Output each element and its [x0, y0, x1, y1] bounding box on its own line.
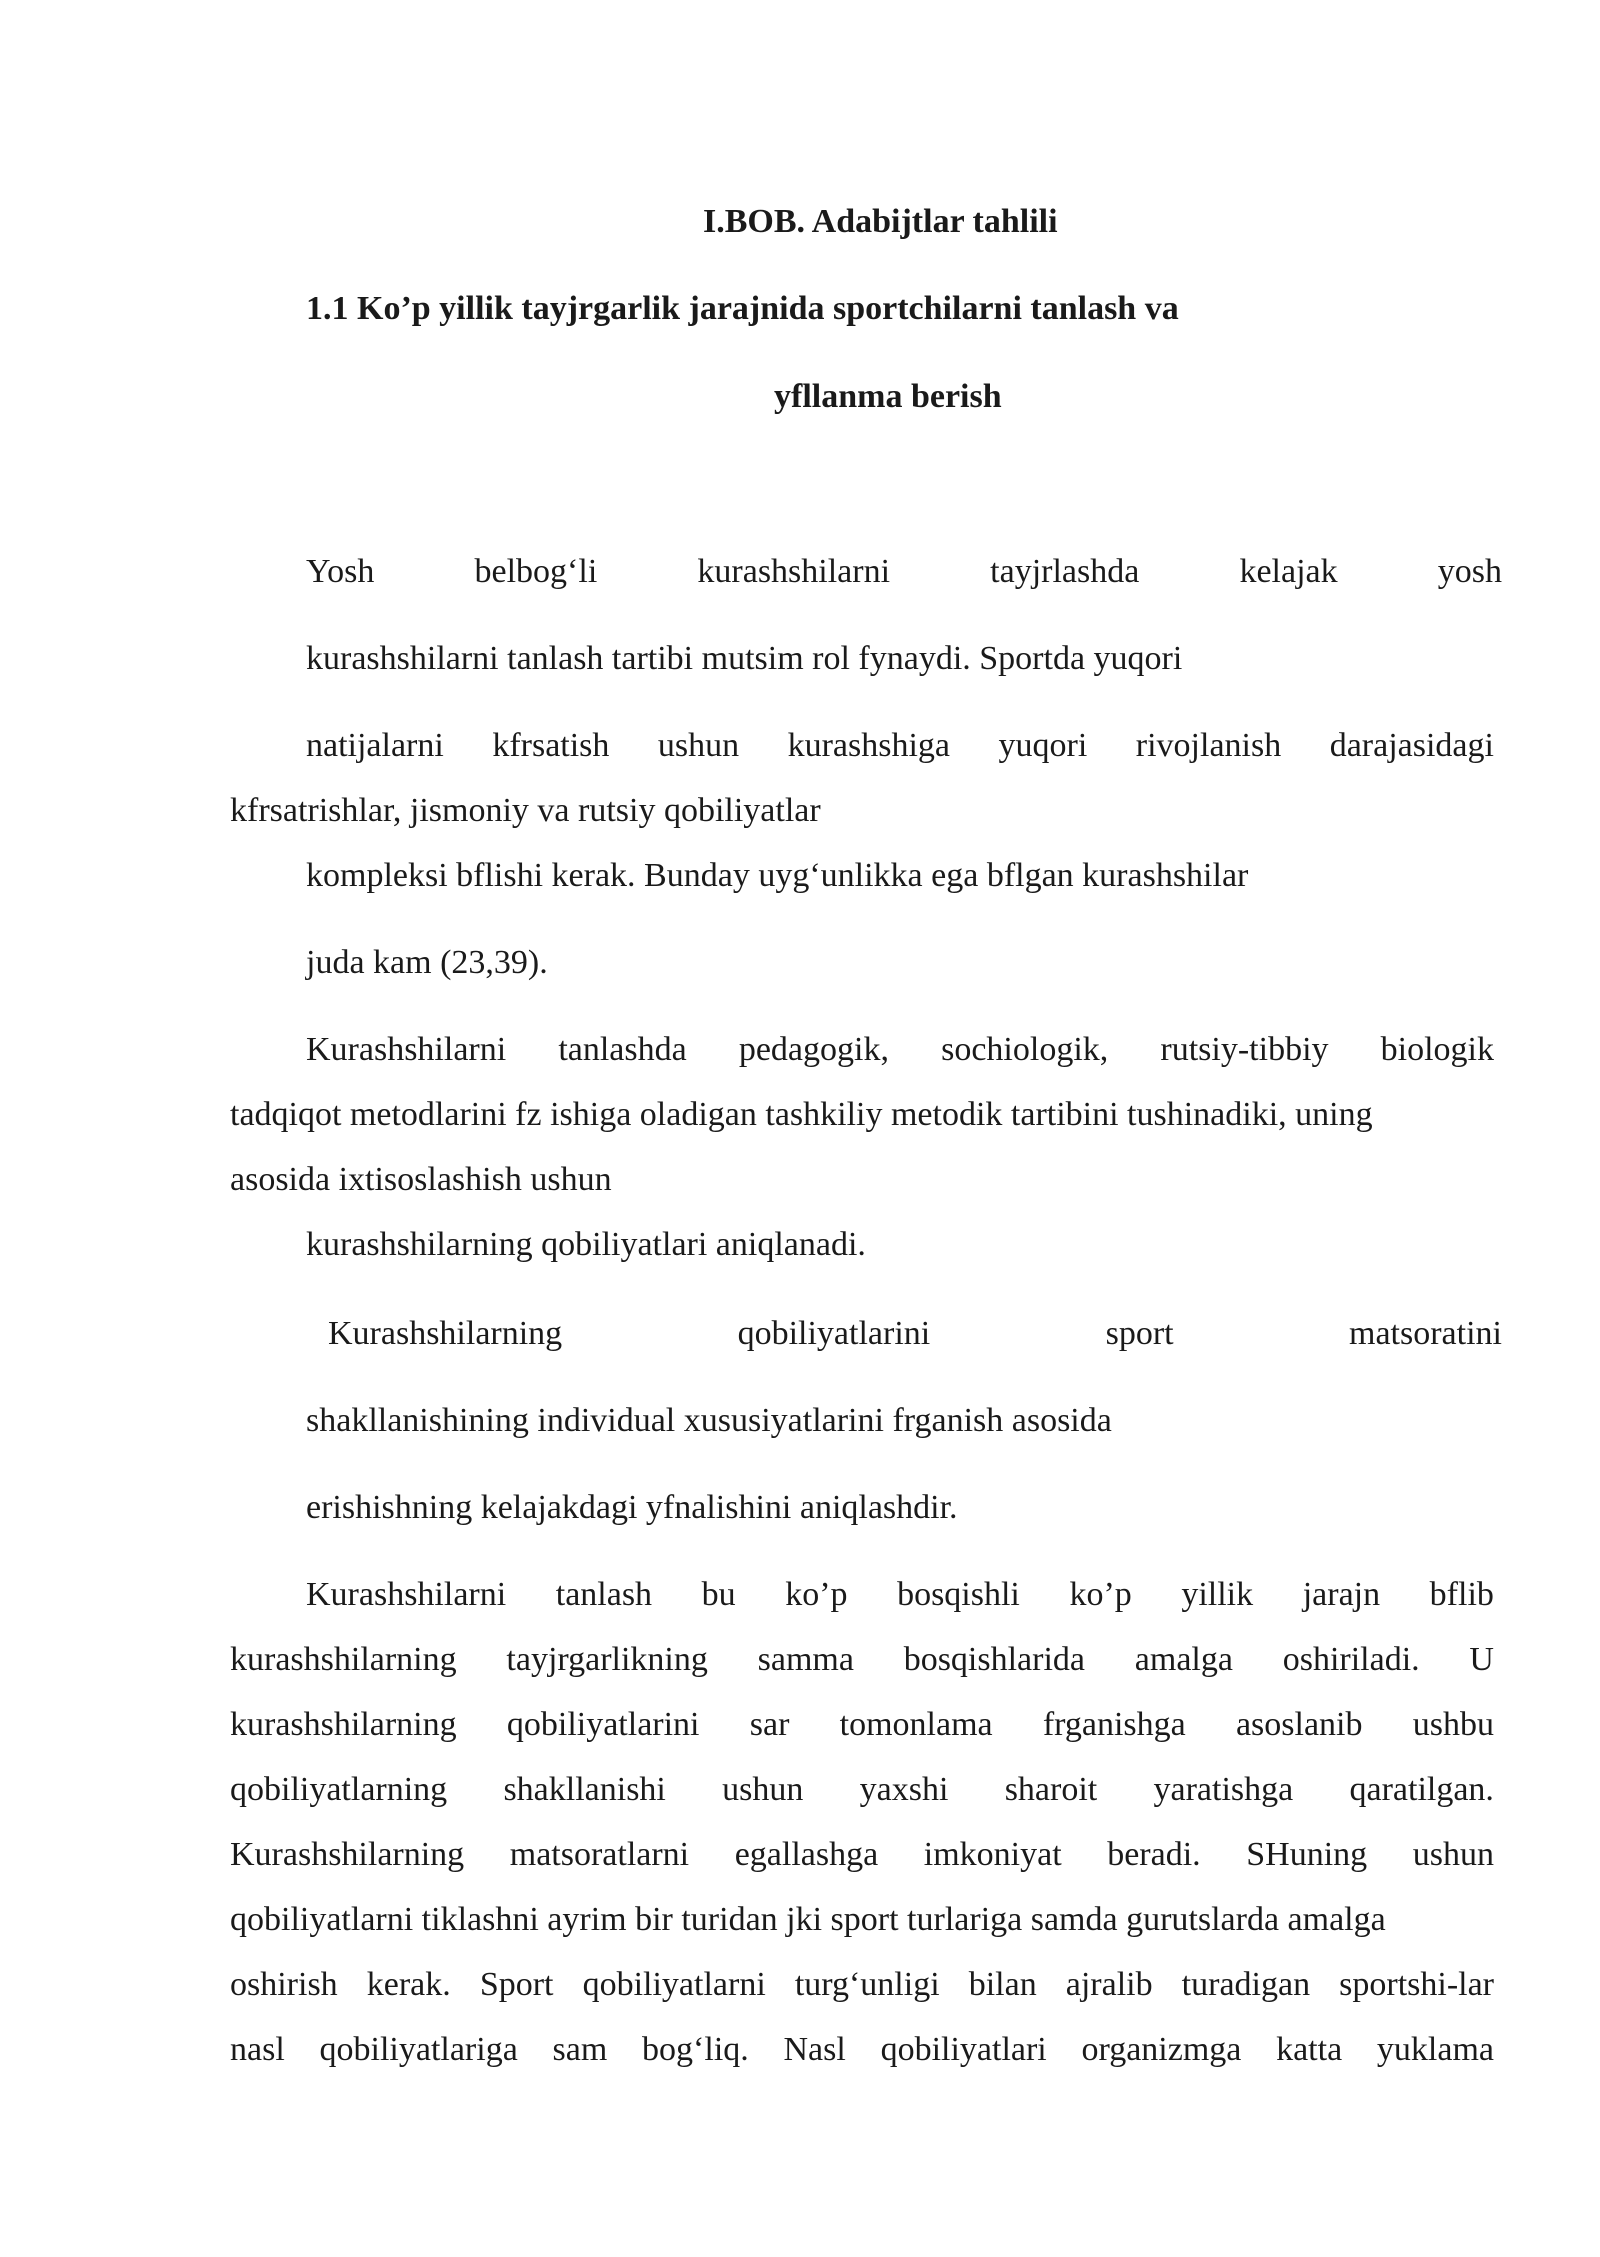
word: qobiliyatlarini — [737, 1315, 931, 1352]
word: turadigan — [1181, 1966, 1311, 2003]
word: qobiliyatlarning — [230, 1771, 448, 1808]
word: ushun — [657, 727, 740, 764]
para2-line4: kurashshilarning qobiliyatlari aniqlanadi. — [306, 1226, 866, 1263]
word: turg‘unligi — [794, 1966, 940, 2003]
word: kurashshilarning — [230, 1641, 457, 1678]
para4-line6: qobiliyatlarni tiklashni ayrim bir turidan jki sport turlariga samda gurutslarda amalga — [230, 1901, 1386, 1938]
section-heading-line1: 1.1 Ko’p yillik tayjrgarlik jarajnida sportchilarni tanlash va — [306, 290, 1179, 327]
para2-line1 — [306, 1031, 1494, 1069]
para4-line3 — [230, 1706, 1494, 1744]
word: matsoratini — [1349, 1315, 1502, 1352]
word: natijalarni — [306, 727, 444, 764]
word: samma — [757, 1641, 854, 1678]
word: sportshi-lar — [1339, 1966, 1494, 2003]
word: imkoniyat — [923, 1836, 1062, 1873]
para4-line1 — [306, 1576, 1494, 1614]
word: darajasidagi — [1329, 727, 1494, 764]
para2-line2: tadqiqot metodlarini fz ishiga oladigan tashkiliy metodik tartibini tushinadiki, uning — [230, 1096, 1373, 1133]
word: kurashshilarning — [230, 1706, 457, 1743]
word: kurashshiga — [787, 727, 951, 764]
word: yaxshi — [859, 1771, 949, 1808]
word: belbog‘li — [474, 553, 598, 590]
para1-line2: kurashshilarni tanlash tartibi mutsim rol fynaydi. Sportda yuqori — [306, 640, 1183, 677]
word: matsoratlarni — [509, 1836, 690, 1873]
word: nasl — [230, 2031, 285, 2068]
para3-line1 — [328, 1315, 1502, 1353]
word: bosqishli — [897, 1576, 1020, 1613]
word: Yosh — [306, 553, 375, 590]
word: beradi. — [1107, 1836, 1201, 1873]
word: rivojlanish — [1135, 727, 1282, 764]
word: amalga — [1134, 1641, 1233, 1678]
word: ko’p — [1069, 1576, 1132, 1613]
word: sam — [552, 2031, 608, 2068]
word: ko’p — [785, 1576, 848, 1613]
word: asoslanib — [1235, 1706, 1363, 1743]
word: jarajn — [1302, 1576, 1381, 1613]
word: tanlashda — [558, 1031, 687, 1068]
word: oshirish — [230, 1966, 338, 2003]
word: kerak. — [366, 1966, 451, 2003]
word: sar — [749, 1706, 790, 1743]
chapter-heading: I.BOB. Adabijtlar tahlili — [703, 203, 1058, 240]
word: ushbu — [1412, 1706, 1494, 1743]
word: yosh — [1437, 553, 1502, 590]
para1-line5: kompleksi bflishi kerak. Bunday uyg‘unlikka ega bflgan kurashshilar — [306, 857, 1249, 894]
word: Kurashshilarni — [306, 1031, 507, 1068]
word: bilan — [968, 1966, 1037, 2003]
word: sharoit — [1004, 1771, 1098, 1808]
word: bflib — [1429, 1576, 1494, 1613]
word: organizmga — [1081, 2031, 1242, 2068]
para1-line6: juda kam (23,39). — [306, 944, 548, 981]
word: tayjrgarlikning — [506, 1641, 708, 1678]
word: qobiliyatlarini — [506, 1706, 700, 1743]
word: Kurashshilarning — [230, 1836, 465, 1873]
word: ushun — [1412, 1836, 1494, 1873]
section-heading-line2: yfllanma berish — [774, 378, 1002, 415]
word: oshiriladi. — [1282, 1641, 1420, 1678]
word: qobiliyatlari — [880, 2031, 1047, 2068]
word: frganishga — [1042, 1706, 1186, 1743]
word: tanlash — [555, 1576, 653, 1613]
word: Nasl — [783, 2031, 846, 2068]
para4-line8 — [230, 2031, 1494, 2069]
word: egallashga — [734, 1836, 879, 1873]
para4-line5 — [230, 1836, 1494, 1874]
word: tomonlama — [839, 1706, 993, 1743]
para4-line2 — [230, 1641, 1494, 1679]
word: yuklama — [1376, 2031, 1494, 2068]
para3-line2: shakllanishining individual xususiyatlarini frganish asosida — [306, 1402, 1112, 1439]
para1-line1 — [306, 553, 1502, 591]
word: bosqishlarida — [903, 1641, 1086, 1678]
word: yillik — [1181, 1576, 1254, 1613]
word: yaratishga — [1153, 1771, 1294, 1808]
word: katta — [1276, 2031, 1343, 2068]
word: bog‘liq. — [642, 2031, 749, 2068]
para2-line3: asosida ixtisoslashish ushun — [230, 1161, 612, 1198]
word: biologik — [1380, 1031, 1494, 1068]
para1-line3 — [306, 727, 1494, 765]
word: ushun — [722, 1771, 804, 1808]
para4-line7 — [230, 1966, 1494, 2004]
word: kelajak — [1239, 553, 1338, 590]
para3-line3: erishishning kelajakdagi yfnalishini aniqlashdir. — [306, 1489, 958, 1526]
word: ajralib — [1065, 1966, 1153, 2003]
word: rutsiy-tibbiy — [1160, 1031, 1329, 1068]
word: U — [1469, 1641, 1494, 1678]
word: kurashshilarni — [697, 553, 891, 590]
word: qobiliyatlariga — [319, 2031, 518, 2068]
word: Kurashshilarning — [328, 1315, 563, 1352]
word: Kurashshilarni — [306, 1576, 507, 1613]
word: sochiologik, — [941, 1031, 1109, 1068]
word: tayjrlashda — [990, 553, 1140, 590]
word: bu — [701, 1576, 736, 1613]
para1-line4: kfrsatrishlar, jismoniy va rutsiy qobiliyatlar — [230, 792, 821, 829]
word: pedagogik, — [738, 1031, 889, 1068]
word: sport — [1105, 1315, 1174, 1352]
word: qobiliyatlarni — [582, 1966, 766, 2003]
para4-line4 — [230, 1771, 1494, 1809]
word: kfrsatish — [492, 727, 610, 764]
word: Sport — [479, 1966, 554, 2003]
word: SHuning — [1246, 1836, 1368, 1873]
word: qaratilgan. — [1349, 1771, 1494, 1808]
word: yuqori — [998, 727, 1088, 764]
word: shakllanishi — [503, 1771, 666, 1808]
